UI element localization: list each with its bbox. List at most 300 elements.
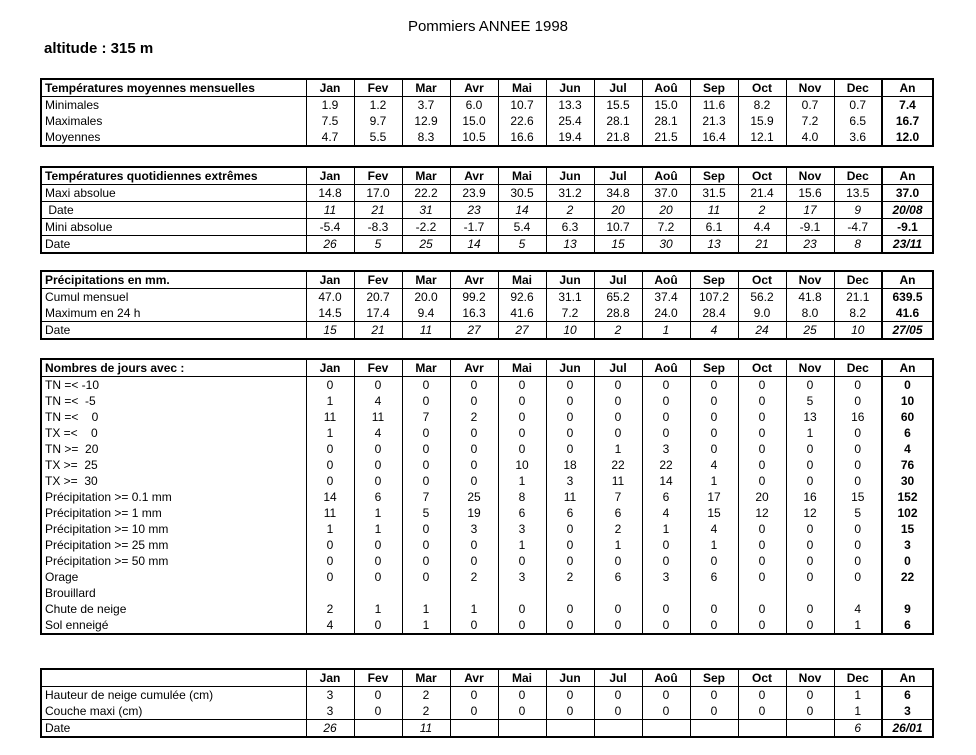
table-cell: 0 — [642, 553, 690, 569]
table-cell: 14 — [306, 489, 354, 505]
table-cell: 11 — [354, 409, 402, 425]
table-cell: 3.6 — [834, 129, 882, 146]
column-header: Avr — [450, 669, 498, 687]
table-cell — [498, 585, 546, 601]
table-cell: 34.8 — [594, 185, 642, 202]
table-cell: 0 — [738, 601, 786, 617]
column-header: Aoû — [642, 359, 690, 377]
column-header: An — [882, 271, 933, 289]
table-cell: 0 — [786, 569, 834, 585]
table-cell: 4.0 — [786, 129, 834, 146]
table-cell: 28.1 — [594, 113, 642, 129]
table-row — [41, 97, 933, 114]
table-cell: 0 — [354, 377, 402, 394]
altitude-label: altitude : 315 m — [44, 40, 154, 57]
data-table-1 — [40, 78, 934, 147]
table-cell: 6 — [834, 720, 882, 738]
table-cell: 0 — [306, 553, 354, 569]
table-cell: 15 — [594, 236, 642, 254]
table-cell: 0 — [834, 457, 882, 473]
table-cell: 0 — [546, 393, 594, 409]
table-cell: 0 — [402, 441, 450, 457]
table-cell — [498, 720, 546, 738]
table-cell: 0 — [594, 601, 642, 617]
table-cell: 5 — [402, 505, 450, 521]
table-cell: 0 — [738, 521, 786, 537]
table-cell: 6 — [354, 489, 402, 505]
column-header: Jul — [594, 79, 642, 97]
table-cell: 11 — [594, 473, 642, 489]
table-cell: 24.0 — [642, 305, 690, 322]
table-cell — [354, 585, 402, 601]
table-cell: 25 — [450, 489, 498, 505]
table-cell: 41.6 — [498, 305, 546, 322]
table-cell — [306, 585, 354, 601]
table-cell: 3 — [642, 441, 690, 457]
table-cell: 3 — [450, 521, 498, 537]
column-header: Jul — [594, 167, 642, 185]
table-cell: 7.2 — [786, 113, 834, 129]
table-cell: 0 — [498, 617, 546, 634]
table-cell: 1 — [594, 441, 642, 457]
table-cell: 8.3 — [402, 129, 450, 146]
table-cell: 0 — [450, 441, 498, 457]
table-cell: 8 — [498, 489, 546, 505]
column-header: Jun — [546, 669, 594, 687]
table-row — [41, 219, 933, 236]
column-header: Jan — [306, 79, 354, 97]
table-cell: 0 — [834, 553, 882, 569]
column-header: Aoû — [642, 167, 690, 185]
row-label: Précipitation >= 0.1 mm — [45, 490, 172, 504]
table-cell: 41.8 — [786, 289, 834, 306]
table-cell: 0 — [594, 553, 642, 569]
table-cell: 0 — [498, 553, 546, 569]
table-cell: 76 — [882, 457, 933, 473]
table-cell: 0 — [642, 393, 690, 409]
table-cell: 16 — [834, 409, 882, 425]
table-cell: 6 — [642, 489, 690, 505]
column-header: Oct — [738, 167, 786, 185]
table-cell: 8 — [834, 236, 882, 254]
table-cell: 11 — [402, 322, 450, 340]
table-cell: 1 — [354, 601, 402, 617]
table-cell: 2 — [594, 521, 642, 537]
table-cell — [402, 585, 450, 601]
table-cell: 21.5 — [642, 129, 690, 146]
table-cell: 0 — [354, 617, 402, 634]
column-header: Sep — [690, 167, 738, 185]
data-table-5 — [40, 668, 934, 738]
table-cell: 0 — [450, 617, 498, 634]
table-cell: 0 — [354, 569, 402, 585]
table-cell: 99.2 — [450, 289, 498, 306]
table-cell: 0 — [450, 553, 498, 569]
table-cell: 0 — [354, 457, 402, 473]
table-cell: 10.7 — [594, 219, 642, 236]
table-cell: 0 — [642, 601, 690, 617]
column-header: Jun — [546, 167, 594, 185]
data-table-3 — [40, 270, 934, 340]
table-cell: 0 — [450, 703, 498, 720]
table-cell: 4 — [354, 425, 402, 441]
table-cell: 23.9 — [450, 185, 498, 202]
table-cell: 0 — [690, 601, 738, 617]
column-header: Sep — [690, 669, 738, 687]
table-heading — [41, 669, 306, 687]
row-label: TN >= 20 — [45, 442, 99, 456]
table-cell: 107.2 — [690, 289, 738, 306]
table-cell: 25 — [402, 236, 450, 254]
table-row — [41, 409, 933, 425]
table-cell: 1 — [402, 601, 450, 617]
table-cell: 0 — [834, 441, 882, 457]
table-cell: -9.1 — [882, 219, 933, 236]
table-cell: -5.4 — [306, 219, 354, 236]
table-cell: 0 — [354, 441, 402, 457]
row-label: Précipitation >= 25 mm — [45, 538, 169, 552]
table-cell: 27/05 — [882, 322, 933, 340]
table-cell: 31.1 — [546, 289, 594, 306]
table-cell: 1 — [834, 703, 882, 720]
table-cell: 21.3 — [690, 113, 738, 129]
table-cell: 0 — [546, 409, 594, 425]
table-cell: 6.0 — [450, 97, 498, 114]
table-cell: 12.9 — [402, 113, 450, 129]
table-cell: 9.0 — [738, 305, 786, 322]
table-cell: 1 — [306, 521, 354, 537]
row-label: Date — [41, 720, 306, 738]
table-cell: 4 — [690, 457, 738, 473]
table-cell: 9.7 — [354, 113, 402, 129]
column-header: Dec — [834, 359, 882, 377]
table-row — [41, 322, 933, 340]
table-cell: 14.5 — [306, 305, 354, 322]
table-cell: 21 — [354, 322, 402, 340]
column-header: Fev — [354, 167, 402, 185]
table-cell: 6.5 — [834, 113, 882, 129]
table-row — [41, 393, 933, 409]
table-cell: 0 — [690, 377, 738, 394]
table-cell: 22 — [882, 569, 933, 585]
column-header: An — [882, 359, 933, 377]
table-cell — [642, 585, 690, 601]
table-cell: 0 — [594, 425, 642, 441]
table-cell: 0 — [498, 687, 546, 704]
column-header: Avr — [450, 271, 498, 289]
table-cell: 20 — [642, 202, 690, 219]
column-header: Fev — [354, 669, 402, 687]
table-cell: 27 — [450, 322, 498, 340]
table-cell: 0 — [738, 537, 786, 553]
table-cell: 15.5 — [594, 97, 642, 114]
table-cell: 4 — [690, 521, 738, 537]
table-cell: -4.7 — [834, 219, 882, 236]
table-cell: 0 — [594, 703, 642, 720]
row-label: Moyennes — [45, 130, 101, 144]
table-header-row — [41, 359, 933, 377]
table-cell: 0 — [834, 521, 882, 537]
table-cell: 7.2 — [546, 305, 594, 322]
table-cell: 0 — [786, 473, 834, 489]
table-cell: 16.3 — [450, 305, 498, 322]
table-cell: 5.4 — [498, 219, 546, 236]
row-label: TN =< 0 — [45, 410, 99, 424]
table-cell: 16.4 — [690, 129, 738, 146]
column-header: An — [882, 669, 933, 687]
table-cell: 0 — [306, 537, 354, 553]
table-cell: -8.3 — [354, 219, 402, 236]
table-cell: 1 — [786, 425, 834, 441]
table-cell: 0 — [786, 377, 834, 394]
table-cell — [450, 720, 498, 738]
table-cell: 14 — [642, 473, 690, 489]
table-cell: 1.9 — [306, 97, 354, 114]
column-header: Mar — [402, 359, 450, 377]
row-label: TX =< 0 — [45, 426, 98, 440]
table-header-row — [41, 271, 933, 289]
table-cell: 23 — [450, 202, 498, 219]
table-cell: 0 — [690, 409, 738, 425]
column-header: An — [882, 167, 933, 185]
table-cell: 21 — [738, 236, 786, 254]
table-cell: 0 — [786, 441, 834, 457]
table-heading: Nombres de jours avec : — [41, 359, 306, 377]
row-label: Minimales — [45, 98, 100, 112]
table-cell: 6 — [690, 569, 738, 585]
table-cell: 0 — [450, 457, 498, 473]
table-cell: 11 — [690, 202, 738, 219]
table-cell — [738, 720, 786, 738]
table-cell: 1 — [498, 473, 546, 489]
table-cell: 0 — [786, 601, 834, 617]
table-cell: 0 — [498, 703, 546, 720]
table-cell: 10 — [546, 322, 594, 340]
table-row — [41, 113, 933, 129]
table-cell: 3 — [306, 703, 354, 720]
table-cell: 24 — [738, 322, 786, 340]
table-cell: 37.0 — [642, 185, 690, 202]
row-label: TX >= 25 — [45, 458, 98, 472]
table-cell: 9.4 — [402, 305, 450, 322]
table-cell: 23 — [786, 236, 834, 254]
table-row — [41, 489, 933, 505]
table-header-row — [41, 669, 933, 687]
row-label: Précipitation >= 1 mm — [45, 506, 162, 520]
table-cell: 6 — [594, 569, 642, 585]
table-row — [41, 537, 933, 553]
table-cell — [738, 585, 786, 601]
table-cell: 0 — [594, 687, 642, 704]
table-header-row — [41, 79, 933, 97]
table-cell: 0 — [546, 425, 594, 441]
table-cell: 65.2 — [594, 289, 642, 306]
page-title: Pommiers ANNEE 1998 — [407, 18, 569, 35]
table-cell: 2 — [450, 409, 498, 425]
table-cell — [450, 585, 498, 601]
column-header: Jan — [306, 669, 354, 687]
column-header: Mar — [402, 271, 450, 289]
table-cell: 0 — [450, 687, 498, 704]
table-row — [41, 505, 933, 521]
table-cell: 0 — [738, 425, 786, 441]
table-cell: 6 — [882, 687, 933, 704]
table-cell: 0 — [834, 473, 882, 489]
table-cell — [546, 585, 594, 601]
table-cell: 0 — [642, 409, 690, 425]
table-cell: 22.2 — [402, 185, 450, 202]
table-cell: 26 — [306, 720, 354, 738]
table-cell: 31.2 — [546, 185, 594, 202]
column-header: Mai — [498, 167, 546, 185]
column-header: Jun — [546, 359, 594, 377]
column-header: Aoû — [642, 669, 690, 687]
table-cell: 12.0 — [882, 129, 933, 146]
table-cell: 4 — [690, 322, 738, 340]
table-row — [41, 425, 933, 441]
table-row — [41, 553, 933, 569]
table-cell: 0 — [738, 409, 786, 425]
table-cell: 1 — [306, 393, 354, 409]
table-cell: 2 — [738, 202, 786, 219]
table-cell: 12 — [738, 505, 786, 521]
table-row — [41, 441, 933, 457]
table-cell: 0 — [546, 687, 594, 704]
table-cell: 0 — [354, 687, 402, 704]
table-cell: 0 — [402, 521, 450, 537]
table-cell: 0 — [450, 393, 498, 409]
row-label: Hauteur de neige cumulée (cm) — [45, 688, 214, 702]
table-cell: 4 — [834, 601, 882, 617]
table-cell: 0 — [690, 617, 738, 634]
table-cell: 0 — [594, 409, 642, 425]
table-cell: 56.2 — [738, 289, 786, 306]
table-cell: 7 — [402, 409, 450, 425]
table-cell: 0 — [354, 537, 402, 553]
table-cell — [786, 720, 834, 738]
row-label: Orage — [45, 570, 79, 584]
row-label: Chute de neige — [45, 602, 127, 616]
table-cell: 0 — [786, 521, 834, 537]
table-cell: 0 — [402, 473, 450, 489]
column-header: Mai — [498, 359, 546, 377]
table-cell: 3 — [498, 521, 546, 537]
column-header: Fev — [354, 79, 402, 97]
table-cell: 0 — [738, 457, 786, 473]
table-cell: 4 — [642, 505, 690, 521]
table-row — [41, 569, 933, 585]
table-cell: 26/01 — [882, 720, 933, 738]
table-cell: 7.2 — [642, 219, 690, 236]
column-header: Mar — [402, 669, 450, 687]
table-cell: 2 — [306, 601, 354, 617]
table-cell: 0 — [402, 425, 450, 441]
column-header: Mai — [498, 669, 546, 687]
table-cell: 0 — [594, 377, 642, 394]
table-cell: 1 — [306, 425, 354, 441]
table-cell: 3.7 — [402, 97, 450, 114]
table-cell: 1.2 — [354, 97, 402, 114]
table-cell: 0 — [402, 553, 450, 569]
table-cell: 0 — [450, 537, 498, 553]
table-row — [41, 720, 933, 738]
table-cell: 0 — [306, 377, 354, 394]
table-cell — [594, 585, 642, 601]
table-cell: 0.7 — [786, 97, 834, 114]
table-cell: 20.7 — [354, 289, 402, 306]
row-label: TN =< -5 — [45, 394, 96, 408]
table-cell: 0 — [402, 377, 450, 394]
table-cell: 11 — [306, 505, 354, 521]
column-header: Dec — [834, 669, 882, 687]
table-cell: 19 — [450, 505, 498, 521]
table-cell: 10.7 — [498, 97, 546, 114]
table-cell: 0 — [546, 617, 594, 634]
table-cell: 22 — [642, 457, 690, 473]
column-header: Sep — [690, 271, 738, 289]
table-cell: 6.1 — [690, 219, 738, 236]
table-cell: 17 — [690, 489, 738, 505]
table-cell: 15 — [834, 489, 882, 505]
table-cell: 7 — [402, 489, 450, 505]
row-label: Date — [41, 322, 306, 340]
table-cell: 21 — [354, 202, 402, 219]
table-cell: 30 — [642, 236, 690, 254]
table-cell: 5 — [834, 505, 882, 521]
table-cell: 0 — [450, 425, 498, 441]
table-cell: 0 — [786, 457, 834, 473]
table-cell: 0 — [738, 617, 786, 634]
table-cell: 5.5 — [354, 129, 402, 146]
table-cell — [690, 585, 738, 601]
table-cell: 1 — [354, 505, 402, 521]
table-row — [41, 202, 933, 219]
table-cell: 3 — [498, 569, 546, 585]
table-cell: 27 — [498, 322, 546, 340]
column-header: Fev — [354, 271, 402, 289]
column-header: Jun — [546, 79, 594, 97]
table-cell — [594, 720, 642, 738]
table-cell — [354, 720, 402, 738]
table-cell: -2.2 — [402, 219, 450, 236]
table-cell: 0 — [546, 377, 594, 394]
column-header: Dec — [834, 79, 882, 97]
table-cell: 0 — [738, 569, 786, 585]
table-cell: 2 — [450, 569, 498, 585]
row-label: TX >= 30 — [45, 474, 98, 488]
table-cell — [642, 720, 690, 738]
table-cell: 10.5 — [450, 129, 498, 146]
table-cell: 15 — [882, 521, 933, 537]
table-cell: 102 — [882, 505, 933, 521]
table-cell — [690, 720, 738, 738]
table-row — [41, 521, 933, 537]
table-cell: 5 — [498, 236, 546, 254]
table-cell: 639.5 — [882, 289, 933, 306]
table-cell: 0 — [786, 617, 834, 634]
table-cell: 0 — [306, 441, 354, 457]
table-cell: 0 — [642, 703, 690, 720]
table-header-row — [41, 167, 933, 185]
table-cell: 0 — [642, 425, 690, 441]
column-header: Jul — [594, 271, 642, 289]
table-cell: 6 — [882, 425, 933, 441]
table-cell: 2 — [546, 202, 594, 219]
table-cell: 15.6 — [786, 185, 834, 202]
table-cell: 15 — [690, 505, 738, 521]
row-label: Sol enneigé — [45, 618, 109, 632]
column-header: Aoû — [642, 79, 690, 97]
